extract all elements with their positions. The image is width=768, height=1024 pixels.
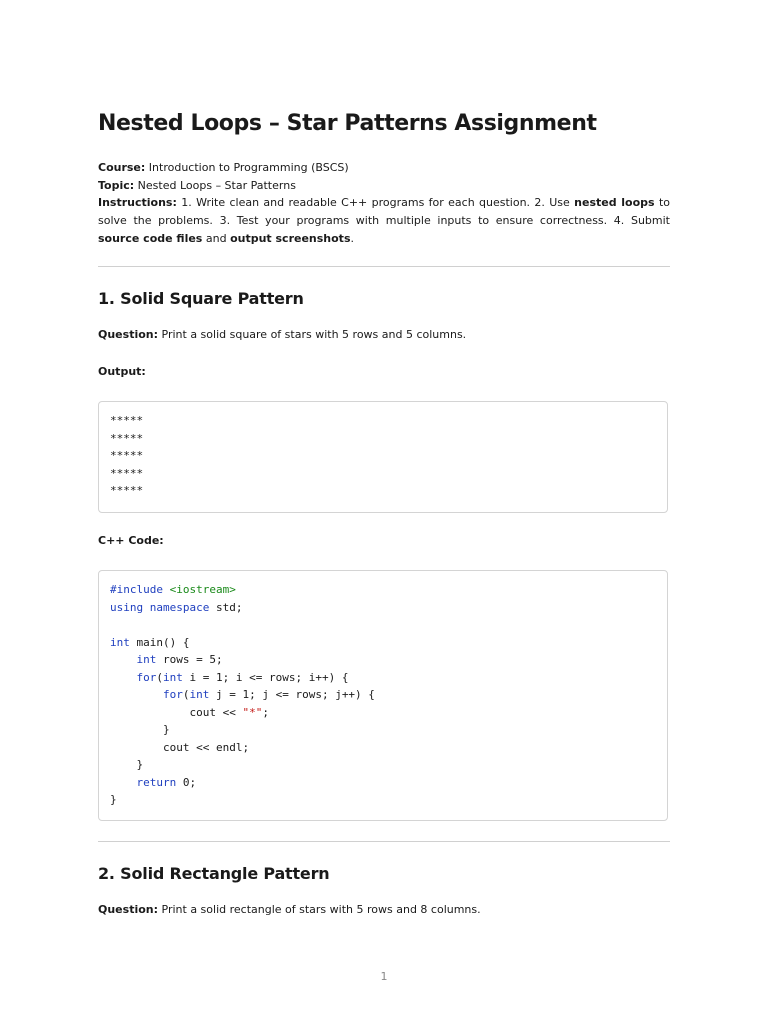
code-token: for [136,670,157,684]
code-token: "*" [242,705,263,719]
code-label [98,533,164,549]
section-2-question [98,902,481,918]
course-label: Course: [98,161,146,174]
code-token: } [136,758,144,771]
code-token: int [136,653,157,666]
code-token: } [110,793,117,806]
code-block [98,570,668,821]
section-2-heading: 2. Solid Rectangle Pattern [98,864,330,883]
question-label: Question: [98,903,159,916]
code-token: i = 1; i <= rows; i++) { [189,670,349,684]
question-label: Question: [98,328,159,341]
topic-label: Topic: [98,179,135,192]
instructions-text-1: 1. Write clean and readable C++ programs for each question. 2. Use [181,196,570,209]
course-line [98,159,670,177]
code-token: int [163,670,183,684]
code-token: int [189,688,210,701]
page-number: 1 [380,970,388,983]
code-label-text: C++ Code: [98,534,164,547]
divider [98,841,670,842]
output-line: ***** [110,431,144,445]
code-token: } [162,723,170,736]
instructions-bold-output-screenshots: output screenshots [230,232,351,245]
instructions-paragraph [98,194,670,248]
instructions-end: . [350,232,354,245]
code-token: using [110,600,144,614]
code-token: ( [156,670,163,684]
code-token: rows = 5; [163,653,223,666]
output-line: ***** [110,466,144,480]
course-value: Introduction to Programming (BSCS) [148,161,349,174]
output-line: ***** [110,484,144,497]
question-text: Print a solid rectangle of stars with 5 rows and 8 columns. [161,903,481,916]
question-text: Print a solid square of stars with 5 rows and 5 columns. [161,328,467,341]
code-token: main() { [136,635,190,649]
code-token: j = 1; j <= rows; j++) { [215,688,375,701]
output-text [99,402,667,500]
output-label [98,364,146,380]
code-text [99,571,667,809]
page-title: Nested Loops – Star Patterns Assignment [98,111,597,136]
topic-line [98,177,670,195]
instructions-bold-nested-loops: nested loops [574,196,655,209]
instructions-bold-source-code: source code files [98,232,203,245]
code-token: cout << [189,705,243,719]
topic-value: Nested Loops – Star Patterns [137,179,296,192]
code-token: int [110,635,130,649]
output-label-text: Output: [98,365,146,378]
instructions-text-2: to solve the problems. 3. Test your programs with multiple inputs to ensure correctness. 4. Submit [98,196,670,227]
code-token: std; [215,600,243,614]
code-token: 0; [182,775,197,789]
code-token: #include [110,583,163,596]
code-token: for [162,688,183,701]
output-line: ***** [110,449,144,462]
code-token: cout << endl; [162,740,250,754]
instructions-label: Instructions: [98,196,177,209]
code-token: <iostream> [169,583,236,596]
output-line: ***** [110,414,144,427]
code-token: return [136,775,177,789]
section-1-question [98,327,466,343]
instructions-text-3: and [205,232,227,245]
code-token: ( [182,688,190,701]
section-1-heading: 1. Solid Square Pattern [98,289,304,308]
code-token: namespace [149,600,210,614]
divider [98,266,670,267]
output-block [98,401,668,513]
code-token: ; [262,705,269,719]
